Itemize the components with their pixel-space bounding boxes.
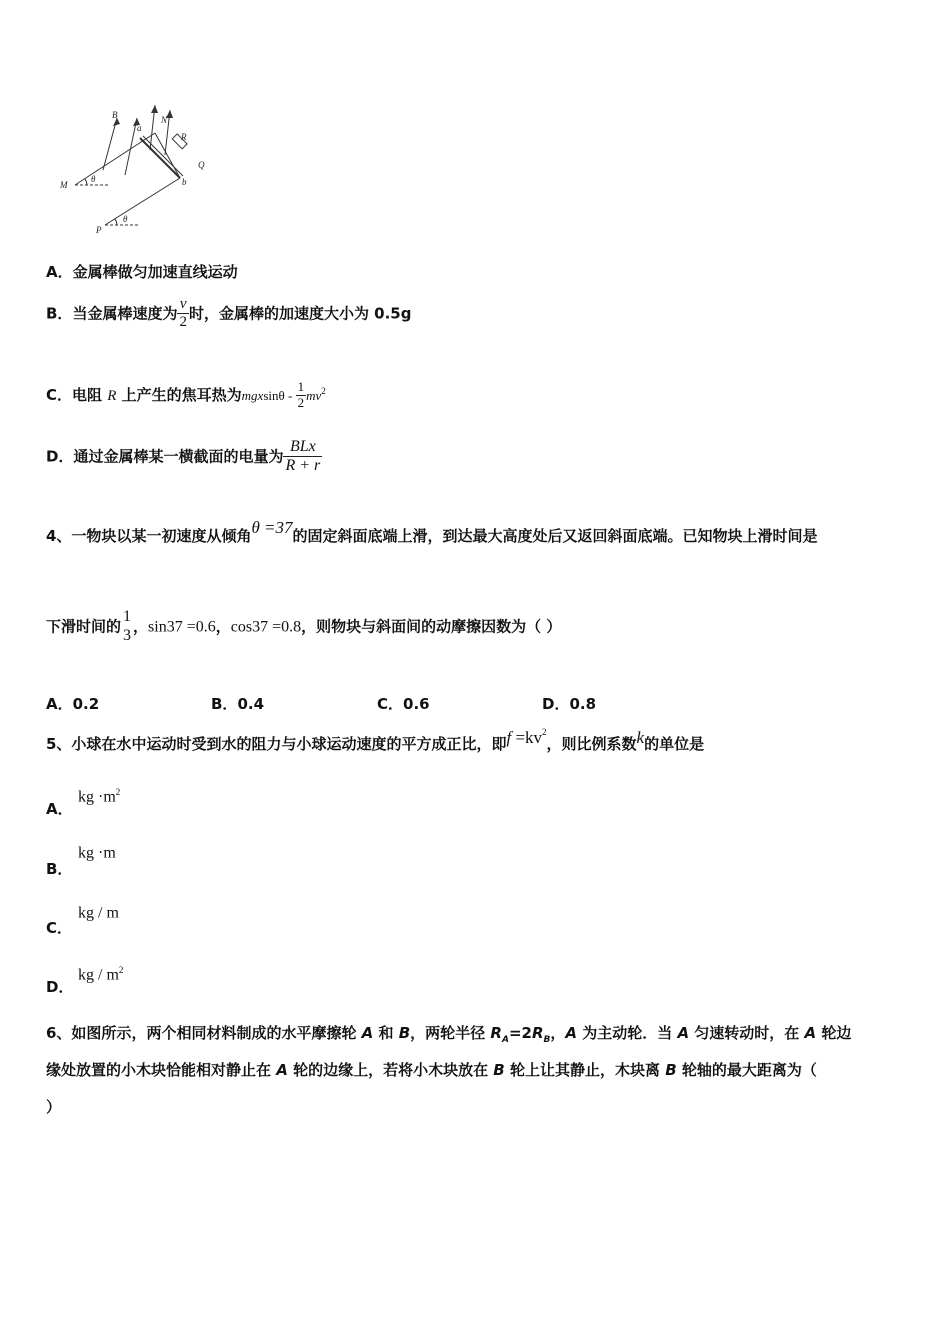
q6-eq: =2 bbox=[508, 1024, 532, 1042]
unit-text: kg ·m bbox=[78, 844, 116, 862]
field-arrow-2 bbox=[125, 118, 137, 175]
q3-option-c bbox=[46, 380, 326, 411]
q6-text: 6、如图所示，两个相同材料制成的水平摩擦轮 bbox=[46, 1024, 362, 1042]
q6-text: 和 bbox=[373, 1024, 399, 1042]
q6-var-a: A bbox=[804, 1024, 817, 1042]
label-p: P bbox=[96, 225, 102, 235]
q6-text: ，两轮半径 bbox=[410, 1024, 491, 1042]
q4-comma-1: ， bbox=[133, 617, 149, 636]
q5-pre: 5、小球在水中运动时受到水的阻力与小球运动速度的平方成正比，即 bbox=[46, 735, 507, 753]
q4-line-1 bbox=[46, 518, 818, 546]
q6-line-3: ） bbox=[46, 1098, 62, 1116]
unit-text: kg / m bbox=[78, 966, 119, 984]
q6-text: 轮的边缘上，若将小木块放在 bbox=[287, 1061, 494, 1079]
q5-k: k bbox=[636, 728, 645, 747]
q4-option-d bbox=[542, 693, 596, 714]
q4-line1-post: 的固定斜面底端上滑，到达最大高度处后又返回斜面底端。已知物块上滑时间是 bbox=[292, 527, 818, 545]
rail-pq bbox=[105, 178, 180, 225]
fraction-numerator: BLx bbox=[283, 438, 322, 457]
q5-f: f bbox=[506, 728, 512, 747]
q3-option-c-mid: 上产生的焦耳热为 bbox=[116, 385, 242, 404]
q4-option-d-letter: D． bbox=[542, 695, 570, 713]
q6-line-1 bbox=[46, 1022, 851, 1045]
q3-option-c-mv: mv bbox=[306, 387, 322, 403]
q4-option-a-value: 0.2 bbox=[72, 695, 100, 713]
q4-sin-expr: sin37 =0.6 bbox=[148, 618, 216, 636]
q4-option-c bbox=[377, 693, 430, 714]
q3-option-d bbox=[46, 438, 322, 476]
q4-option-a-letter: A． bbox=[46, 695, 73, 713]
q3-option-c-pre: 电阻 bbox=[72, 385, 108, 404]
label-m: M bbox=[60, 180, 68, 190]
q6-text: 轮轴的最大距离为（ bbox=[676, 1061, 817, 1079]
q4-option-a bbox=[46, 693, 99, 714]
q6-var-b: B bbox=[493, 1061, 505, 1079]
unit-text: kg / m bbox=[78, 904, 119, 922]
fraction-denominator: R + r bbox=[285, 457, 321, 475]
q3-option-c-fraction bbox=[296, 380, 307, 411]
q5-option-b-letter: B． bbox=[46, 860, 73, 878]
q4-option-c-letter: C． bbox=[377, 695, 404, 713]
angle-arc-2 bbox=[115, 219, 117, 225]
q5-mid: ，则比例系数 bbox=[546, 735, 637, 753]
q3-option-b-pre: 当金属棒速度为 bbox=[72, 304, 178, 323]
q4-option-b-value: 0.4 bbox=[237, 695, 265, 713]
q4-cos-expr: cos37 =0.8 bbox=[230, 618, 302, 636]
q5-option-d-unit bbox=[78, 965, 123, 984]
q4-line1-pre: 4、一物块以某一初速度从倾角 bbox=[46, 527, 252, 545]
q6-var-a: A bbox=[361, 1024, 374, 1042]
q4-comma-2: ， bbox=[215, 617, 231, 636]
q6-var-b: B bbox=[665, 1061, 677, 1079]
q4-option-c-value: 0.6 bbox=[403, 695, 430, 713]
q3-option-b bbox=[46, 296, 412, 332]
fraction-denominator: 2 bbox=[297, 394, 305, 410]
q3-option-a bbox=[46, 261, 238, 282]
q6-line-2 bbox=[46, 1059, 817, 1080]
q5-option-a-unit bbox=[78, 787, 120, 806]
fraction-numerator: 1 bbox=[297, 379, 305, 394]
q3-option-a-letter: A． bbox=[46, 263, 73, 281]
q6-sub-b: B bbox=[543, 1035, 551, 1045]
q3-option-d-fraction bbox=[283, 438, 322, 476]
q5-option-a-letter: A． bbox=[46, 800, 73, 818]
q6-sub-a: A bbox=[501, 1035, 509, 1045]
q3-option-a-text: 金属棒做匀加速直线运动 bbox=[72, 263, 238, 281]
q4-option-b bbox=[211, 693, 264, 714]
q6-var-b: B bbox=[398, 1024, 411, 1042]
metal-rod-edge bbox=[143, 136, 183, 176]
q6-text: 缘处放置的小木块恰能相对静止在 bbox=[46, 1061, 277, 1079]
q6-text: 轮上让其静止，木块离 bbox=[504, 1061, 666, 1079]
label-b: B bbox=[112, 110, 118, 120]
q3-option-b-letter: B． bbox=[46, 304, 73, 323]
q4-option-b-letter: B． bbox=[211, 695, 238, 713]
q6-var-a: A bbox=[677, 1024, 690, 1042]
q6-var-ra: R bbox=[490, 1024, 502, 1042]
q3-option-c-mgx: mgx bbox=[241, 387, 264, 403]
q4-fraction bbox=[121, 608, 133, 646]
unit-text: kg ·m bbox=[78, 788, 116, 806]
q5-option-b-unit bbox=[78, 843, 116, 862]
q5-option-c-letter: C． bbox=[46, 919, 73, 937]
q5-eq: =kv bbox=[511, 728, 543, 747]
q3-option-d-letter: D． bbox=[46, 447, 74, 466]
q6-text: 匀速转动时，在 bbox=[689, 1024, 805, 1042]
label-theta-1: θ bbox=[91, 174, 96, 184]
fraction-numerator: v bbox=[177, 296, 189, 314]
q3-option-c-r: R bbox=[107, 387, 117, 404]
q6-text: 为主动轮．当 bbox=[577, 1024, 678, 1042]
label-b-lower: b bbox=[182, 177, 187, 187]
q5-exp: 2 bbox=[542, 727, 547, 737]
label-n: N bbox=[161, 115, 168, 125]
fraction-denominator: 2 bbox=[179, 314, 187, 331]
q4-line2-pre: 下滑时间的 bbox=[46, 617, 122, 636]
q4-line2-post: ，则物块与斜面间的动摩擦因数为（ ） bbox=[301, 617, 562, 636]
label-theta-2: θ bbox=[123, 214, 128, 224]
q4-option-d-value: 0.8 bbox=[569, 695, 597, 713]
q5-option-c-unit bbox=[78, 903, 119, 922]
q3-option-c-exp: 2 bbox=[321, 385, 326, 396]
q6-var-a: A bbox=[276, 1061, 288, 1079]
q3-option-b-fraction bbox=[177, 296, 189, 332]
angle-arc-1 bbox=[85, 179, 87, 185]
q6-text: ， bbox=[550, 1024, 566, 1042]
unit-exponent: 2 bbox=[118, 965, 124, 975]
fraction-denominator: 3 bbox=[123, 627, 132, 645]
q3-option-d-text: 通过金属棒某一横截面的电量为 bbox=[73, 447, 284, 466]
q3-option-b-post: 时，金属棒的加速度大小为 0.5g bbox=[188, 304, 412, 323]
q5-option-d-letter: D． bbox=[46, 978, 74, 996]
q4-theta-expr: θ =37 bbox=[251, 518, 293, 537]
fraction-numerator: 1 bbox=[121, 608, 133, 627]
label-r: R bbox=[181, 132, 187, 142]
q6-text: 轮边 bbox=[816, 1024, 852, 1042]
label-a: a bbox=[137, 123, 142, 133]
metal-rod-ab bbox=[140, 138, 180, 178]
q3-option-c-letter: C． bbox=[46, 385, 73, 404]
q5-post: 的单位是 bbox=[644, 735, 705, 753]
incline-rails-figure bbox=[55, 100, 225, 240]
q5-question bbox=[46, 727, 705, 754]
label-q: Q bbox=[198, 160, 205, 170]
q4-line-2 bbox=[46, 608, 561, 646]
unit-exponent: 2 bbox=[115, 787, 121, 797]
q6-var-a: A bbox=[565, 1024, 578, 1042]
q3-option-c-sin: sinθ - bbox=[263, 387, 296, 403]
q6-var-rb: R bbox=[531, 1024, 544, 1042]
